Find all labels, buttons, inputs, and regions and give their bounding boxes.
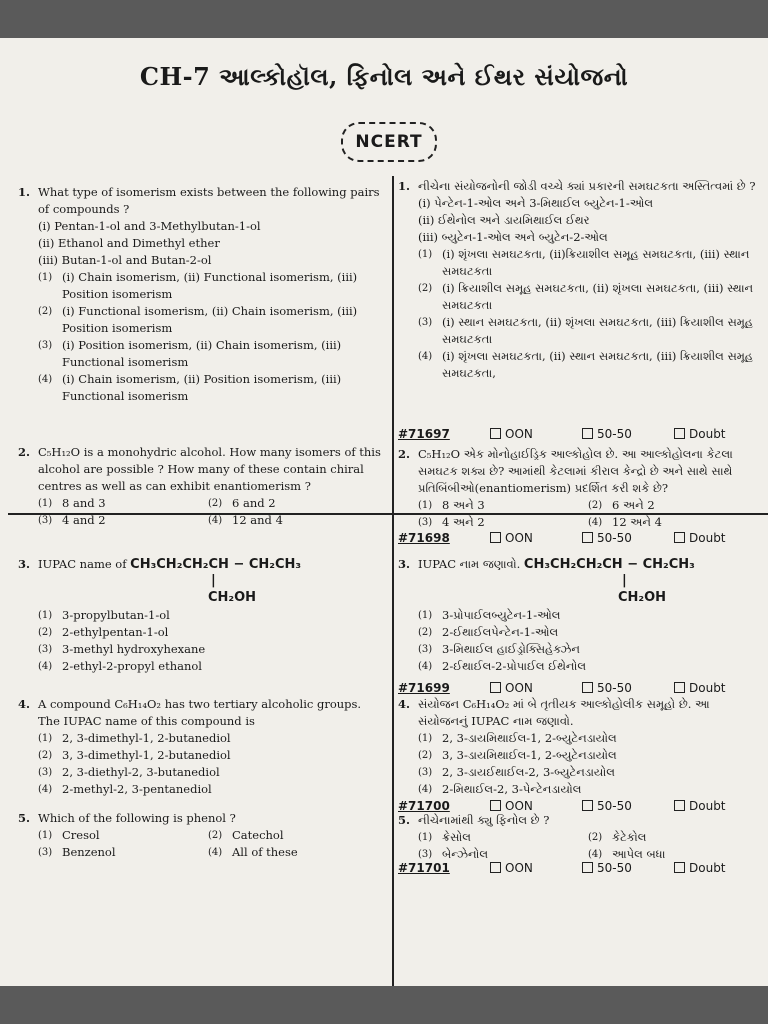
doubt-checkbox[interactable]: Doubt — [674, 680, 766, 697]
option: (2) 3, 3-dimethyl-1, 2-butanediol — [38, 748, 231, 762]
question-id-row — [398, 530, 766, 547]
option: (1) (i) શૃંખલા સમઘટકતા, (ii)ક્રિયાશીલ સમૂહ સમઘટકતા, (iii) સ્થાન સમઘટકતા — [418, 247, 750, 278]
oon-checkbox[interactable]: OON — [490, 680, 582, 697]
question-number: 1. — [18, 185, 31, 199]
pair-item: (ii) Ethanol and Dimethyl ether — [38, 236, 220, 250]
option: (1) 2, 3-ડાયમિથાઈલ-1, 2-બ્યુટેનડાયોલ — [418, 731, 617, 745]
question-number: 4. — [18, 697, 31, 711]
question-2 — [18, 444, 384, 529]
fifty-fifty-checkbox[interactable]: 50-50 — [582, 426, 674, 443]
option: (3) 3-મિથાઈલ હાઈડ્રોક્સિહેક્ઝેન — [418, 642, 580, 656]
fifty-fifty-checkbox[interactable]: 50-50 — [582, 680, 674, 697]
oon-checkbox[interactable]: OON — [490, 530, 582, 547]
question-3 — [18, 556, 384, 675]
option: (4) 2-મિથાઈલ-2, 3-પેન્ટેનડાયોલ — [418, 782, 582, 796]
question-text: નીચેના સંયોજનોની જોડી વચ્ચે ક્યાં પ્રકારની સમઘટકતા અસ્તિત્વમાં છે ? — [418, 179, 756, 193]
fifty-fifty-checkbox[interactable]: 50-50 — [582, 530, 674, 547]
question-4-gu — [398, 696, 760, 798]
option: (3) 2, 3-ડાયઈથાઈલ-2, 3-બ્યુટેનડાયોલ — [418, 765, 615, 779]
question-id: #71700 — [398, 799, 450, 813]
option: (4) 2-methyl-2, 3-pentanediol — [38, 782, 212, 796]
question-number: 4. — [398, 697, 411, 711]
option: (3) 3-methyl hydroxyhexane — [38, 642, 206, 656]
option: (4) (i) શૃંખલા સમઘટકતા, (ii) સ્થાન સમઘટકતા, (iii) ક્રિયાશીલ સમૂહ સમઘટકતા, — [418, 349, 754, 380]
option: (1) 3-પ્રોપાઈલબ્યુટેન-1-ઓલ — [418, 608, 561, 622]
question-id: #71699 — [398, 681, 450, 695]
option: (1) 2, 3-dimethyl-1, 2-butanediol — [38, 731, 231, 745]
question-text: What type of isomerism exists between the following pairs of compounds ? — [38, 185, 380, 216]
question-number: 5. — [18, 811, 31, 825]
column-divider-top — [392, 176, 394, 513]
doubt-checkbox[interactable]: Doubt — [674, 426, 766, 443]
option: (1) 3-propylbutan-1-ol — [38, 608, 170, 622]
fifty-fifty-checkbox[interactable]: 50-50 — [582, 860, 674, 877]
pair-item: (i) પેન્ટેન-1-ઓલ અને 3-મિથાઈલ બ્યુટેન-1-ઓલ — [418, 196, 654, 210]
option: (2) (i) Functional isomerism, (ii) Chain isomerism, (iii) Position isomerism — [38, 304, 358, 335]
pair-item: (iii) બ્યુટેન-1-ઓલ અને બ્યુટેન-2-ઓલ — [418, 230, 608, 244]
doubt-checkbox[interactable]: Doubt — [674, 530, 766, 547]
option: (1) (i) Chain isomerism, (ii) Functional isomerism, (iii) Position isomerism — [38, 270, 358, 301]
worksheet-page — [0, 38, 768, 986]
question-number: 2. — [18, 445, 31, 459]
question-number: 3. — [398, 557, 411, 571]
oon-checkbox[interactable]: OON — [490, 798, 582, 815]
question-text: સંયોજન C₆H₁₄O₂ માં બે તૃતીયક આલ્કોહોલીક સમૂહો છે. આ સંયોજનનું IUPAC નામ જણાવો. — [418, 697, 710, 728]
option: (2) 3, 3-ડાયમિથાઈલ-1, 2-બ્યુટેનડાયોલ — [418, 748, 617, 762]
question-text: C₅H₁₂O is a monohydric alcohol. How many isomers of this alcohol are possible ? How many of these contain chiral centres as well as can exhibit enantiomerism ? — [38, 445, 381, 493]
structural-formula: CH₃CH₂CH₂CH − CH₂CH₃ — [523, 557, 695, 572]
question-text: C₅H₁₂O એક મોનોહાઈડ્રિક આલ્કોહોલ છે. આ આલ્કોહોલના કેટલા સમઘટક શક્ય છે? આમાંથી કેટલામાં કીરાલ કેન્દ્રો છે અને સાથે સાથે પ્રતિબિંબીઓ(enantiomerism) પ્રદર્શિત કરી શકે છે? — [418, 447, 733, 495]
option: (4) 2-ethyl-2-propyl ethanol — [38, 659, 202, 673]
question-id-row — [398, 680, 766, 697]
question-number: 5. — [398, 813, 411, 827]
options-grid: (1) Cresol (2) Catechol (3) Benzenol (4) All of these — [38, 828, 298, 859]
question-1 — [18, 184, 384, 405]
question-text: A compound C₆H₁₄O₂ has two tertiary alcoholic groups. The IUPAC name of this compound is — [38, 697, 362, 728]
question-text: IUPAC નામ જણાવો. — [418, 557, 521, 571]
bond-line: | — [211, 573, 216, 588]
question-id: #71697 — [398, 427, 450, 441]
ncert-badge: NCERT — [341, 122, 437, 162]
oon-checkbox[interactable]: OON — [490, 860, 582, 877]
option: (3) (i) સ્થાન સમઘટકતા, (ii) શૃંખલા સમઘટકતા, (iii) ક્રિયાશીલ સમૂહ સમઘટકતા — [418, 315, 754, 346]
bond-line: | — [622, 573, 627, 588]
branch-group: CH₂OH — [618, 590, 667, 605]
options-grid: (1) ક્રેસોલ (2) કેટેકોલ (3) બેન્ઝેનોલ (4) આપેલ બધા — [418, 830, 666, 861]
branch-group: CH₂OH — [208, 590, 257, 605]
option: (2) (i) ક્રિયાશીલ સમૂહ સમઘટકતા, (ii) શૃંખલા સમઘટકતા, (iii) સ્થાન સમઘટકતા — [418, 281, 754, 312]
doubt-checkbox[interactable]: Doubt — [674, 798, 766, 815]
question-2-gu — [398, 446, 760, 531]
question-4 — [18, 696, 384, 798]
question-text: IUPAC name of — [38, 557, 127, 571]
question-1-gu — [398, 178, 760, 382]
question-number: 2. — [398, 447, 411, 461]
question-id-row — [398, 860, 766, 877]
question-text: નીચેનામાંથી ક્યુ ફિનોલ છે ? — [418, 813, 550, 827]
option: (3) (i) Position isomerism, (ii) Chain isomerism, (iii) Functional isomerism — [38, 338, 342, 369]
chapter-title: CH-7 આલ્કોહૉલ, ફિનોલ અને ઈથર સંયોજનો — [139, 62, 629, 91]
oon-checkbox[interactable]: OON — [490, 426, 582, 443]
option: (3) 2, 3-diethyl-2, 3-butanediol — [38, 765, 220, 779]
option: (2) 2-ethylpentan-1-ol — [38, 625, 169, 639]
column-divider-bottom — [392, 515, 394, 986]
pair-item: (ii) ઈથેનોલ અને ડાયમિથાઈલ ઈથર — [418, 213, 590, 227]
pair-item: (i) Pentan-1-ol and 3-Methylbutan-1-ol — [38, 219, 261, 233]
option: (4) 2-ઈથાઈલ-2-પ્રોપાઈલ ઈથેનોલ — [418, 659, 587, 673]
fifty-fifty-checkbox[interactable]: 50-50 — [582, 798, 674, 815]
question-3-gu — [398, 556, 760, 675]
options-grid: (1) 8 અને 3 (2) 6 અને 2 (3) 4 અને 2 (4) 12 અને 4 — [418, 498, 662, 529]
question-id-row — [398, 426, 766, 443]
question-5-gu — [398, 812, 760, 863]
question-number: 1. — [398, 179, 411, 193]
question-5 — [18, 810, 384, 861]
question-id: #71698 — [398, 531, 450, 545]
options-grid: (1) 8 and 3 (2) 6 and 2 (3) 4 and 2 (4) 12 and 4 — [38, 496, 283, 527]
option: (2) 2-ઈથાઈલપેન્ટેન-1-ઓલ — [418, 625, 559, 639]
structural-formula: CH₃CH₂CH₂CH − CH₂CH₃ — [130, 557, 302, 572]
question-number: 3. — [18, 557, 31, 571]
doubt-checkbox[interactable]: Doubt — [674, 860, 766, 877]
option: (4) (i) Chain isomerism, (ii) Position isomerism, (iii) Functional isomerism — [38, 372, 342, 403]
pair-item: (iii) Butan-1-ol and Butan-2-ol — [38, 253, 212, 267]
question-id: #71701 — [398, 861, 450, 875]
question-text: Which of the following is phenol ? — [38, 811, 236, 825]
